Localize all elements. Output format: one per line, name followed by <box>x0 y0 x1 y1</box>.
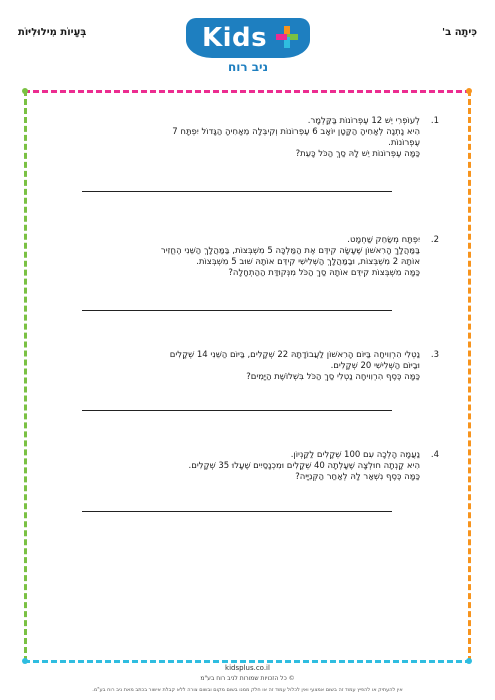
question-line: עֶפְרוֹנוֹת. <box>388 138 420 148</box>
question-line: אוֹתָהּ 2 מִשְׁבְּצוֹת, וּבַמַּהֲלָךְ הַשְּׁלִישִׁי קִידֵּם אוֹתָהּ שׁוּב 5 מִשְׁבְּצוֹת. <box>196 257 420 267</box>
question-3 <box>90 350 420 383</box>
frame-bottom-border <box>24 660 471 663</box>
footer-notice: אין להעתיק או להפיץ עמוד זה בשום אמצעי ואין לכלול עמוד זה או חלק ממנו בשום מקום ובשום צורה ללא קבלת אישור בכתב מאת ניב רוח בע"מ. <box>92 687 403 693</box>
frame-corner-dot <box>466 88 472 94</box>
question-number: .3 <box>430 350 439 360</box>
frame-right-border <box>468 90 471 662</box>
question-2 <box>90 235 420 279</box>
question-line: בַּמַּהֲלָךְ הָרִאשׁוֹן שֶׁעָשָׂה קִידֵּם אֶת הַמַּלְכָּה 5 מִשְׁבְּצוֹת, בַּמַּהֲלָךְ הַשֵּׁנִי הֶחֱזִיר <box>160 246 420 256</box>
question-number: .2 <box>430 235 439 245</box>
footer-copyright: © כל הזכויות שמורות לניב רוח בע"מ <box>200 675 295 682</box>
grade-title: כִּיתָה ב' <box>442 27 477 38</box>
question-line: יִפְתָּח מְשַׂחֵק שַׁחְמָט. <box>347 235 420 245</box>
subject-title: בְּעָיוֹת מִילוּלִיּוֹת <box>18 27 87 38</box>
question-line: הִיא קָנְתָה חוּלְצָה שֶׁעָלְתָה 40 שְׁקָלִים וּמִכְנָסַיִים שֶׁעָלוּ 35 שְׁקָלִים. <box>188 461 420 471</box>
question-line: הִיא נָתְנָה לְאָחִיהָ הַקָּטָן יוֹאָב 6 עֶפְרוֹנוֹת וְקִיבְּלָה מֵאָחִיהָ הַגָּדוֹל יִפְתָּח 7 <box>172 127 420 137</box>
question-line: כַּמָּה מִשְׁבְּצוֹת קִידֵּם אוֹתָהּ סַךְ הַכֹּל מִנְּקוּדַּת הַהַתְחָלָה? <box>228 268 420 278</box>
question-number: .4 <box>430 450 439 460</box>
question-line: נַעֲמָה הָלְכָה עִם 100 שְׁקָלִים לַקַּנְיוֹן. <box>290 450 420 460</box>
frame-left-border <box>24 90 27 662</box>
frame-top-border <box>24 90 471 93</box>
logo-text: Kids <box>202 23 268 53</box>
question-line: כַּמָּה כֶּסֶף הִרְוִויחָה נַטְלִי סַךְ הַכֹּל בִּשְׁלוֹשֶׁת הַיָּמִים? <box>246 372 420 382</box>
question-line: כַּמָּה עֶפְרוֹנוֹת יֵשׁ לָהּ סַךְ הַכֹּל כָּעֵת? <box>295 149 420 159</box>
answer-line[interactable] <box>82 191 392 192</box>
answer-line[interactable] <box>82 310 392 311</box>
question-line: וּבַיּוֹם הַשְּׁלִישִׁי 20 שְׁקָלִים. <box>330 361 420 371</box>
kids-logo <box>186 18 310 76</box>
plus-icon <box>276 26 298 48</box>
question-1 <box>90 116 420 160</box>
footer-url[interactable]: kidsplus.co.il <box>225 664 270 672</box>
question-line: לְעוֹפְרִי יֵשׁ 12 עֶפְרוֹנוֹת בַּקַּלְמָר. <box>307 116 420 126</box>
logo-subtitle: ניב רוח <box>227 60 269 74</box>
frame-corner-dot <box>22 88 28 94</box>
answer-line[interactable] <box>82 410 392 411</box>
question-line: כַּמָּה כֶּסֶף נִשְׁאַר לָהּ לְאַחַר הַקְּנִיָּיה? <box>295 472 420 482</box>
answer-line[interactable] <box>82 511 392 512</box>
question-number: .1 <box>430 116 439 126</box>
question-4 <box>90 450 420 483</box>
question-line: נַטְלִי הִרְוִויחָה בַּיּוֹם הָרִאשׁוֹן לַעֲבוֹדָתָהּ 22 שְׁקָלִים, בַּיּוֹם הַשֵּׁנִי 14 שְׁקָלִים <box>169 350 420 360</box>
